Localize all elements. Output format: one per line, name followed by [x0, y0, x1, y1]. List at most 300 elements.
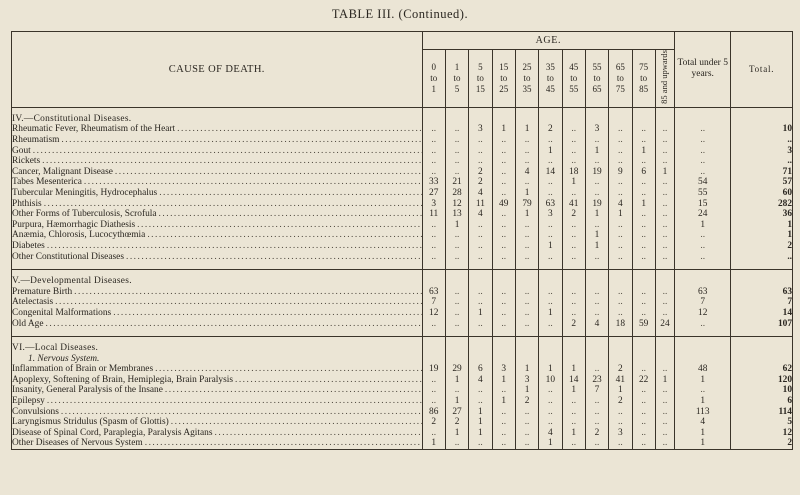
age-value-cell: 63 [422, 287, 445, 298]
table-row [12, 252, 793, 263]
age-value-cell: 6 [632, 167, 655, 178]
total-cell: 10 [731, 124, 793, 135]
age-value-cell: .. [585, 417, 608, 428]
header-cause: CAUSE OF DEATH. [12, 32, 423, 108]
age-value-cell: 1 [469, 308, 492, 319]
age-value-cell: .. [609, 297, 632, 308]
age-value-cell: 2 [609, 364, 632, 375]
age-value-cell: .. [655, 438, 674, 449]
cause-cell [12, 252, 423, 263]
age-value-cell: .. [492, 135, 515, 146]
age-value-cell: .. [445, 124, 468, 135]
under-5-cell: 55 [675, 188, 731, 199]
age-group-header [492, 50, 515, 108]
age-value-cell: 27 [445, 407, 468, 418]
age-value-cell: .. [469, 135, 492, 146]
age-value-cell: .. [609, 287, 632, 298]
age-value-cell: .. [492, 146, 515, 157]
cause-label: Tubercular Meningitis, Hydrocephalus [12, 187, 158, 198]
under-5-cell: 48 [675, 364, 731, 375]
cause-label: Old Age [12, 318, 44, 329]
age-value-cell: 1 [469, 417, 492, 428]
total-cell: 57 [731, 177, 793, 188]
age-value-cell: .. [655, 156, 674, 167]
total-cell: .. [731, 135, 793, 146]
under-5-cell: 113 [675, 407, 731, 418]
age-group-label: to [616, 72, 624, 83]
table-row [12, 177, 793, 188]
age-value-cell: .. [492, 252, 515, 263]
under-5-cell: .. [675, 252, 731, 263]
age-value-cell: 1 [515, 188, 538, 199]
cause-cell [12, 287, 423, 298]
age-value-cell: .. [492, 230, 515, 241]
age-value-cell: .. [609, 135, 632, 146]
age-value-cell: 2 [562, 209, 585, 220]
total-cell: 62 [731, 364, 793, 375]
cause-cell [12, 209, 423, 220]
total-cell: 14 [731, 308, 793, 319]
age-value-cell: .. [609, 230, 632, 241]
age-value-cell: .. [655, 124, 674, 135]
age-value-cell: .. [632, 188, 655, 199]
age-value-cell: 1 [632, 199, 655, 210]
cause-label: Apoplexy, Softening of Brain, Hemiplegia, Brain Paralysis [12, 374, 233, 385]
cause-cell [12, 438, 423, 449]
age-value-cell: 1 [445, 220, 468, 231]
age-value-cell: .. [632, 297, 655, 308]
age-value-cell: 7 [422, 297, 445, 308]
age-value-cell: .. [632, 428, 655, 439]
age-value-cell: .. [655, 428, 674, 439]
age-value-cell: .. [655, 417, 674, 428]
age-value-cell: 33 [422, 177, 445, 188]
cause-label: Rheumatic Fever, Rheumatism of the Heart [12, 124, 176, 135]
cause-label: Other Diseases of Nervous System [12, 438, 143, 449]
age-value-cell: 41 [562, 199, 585, 210]
cause-cell [12, 297, 423, 308]
age-value-cell: .. [609, 124, 632, 135]
age-group-label: to [523, 72, 531, 83]
age-group-label: to [593, 72, 601, 83]
total-cell: .. [731, 252, 793, 263]
age-value-cell: .. [469, 252, 492, 263]
cause-label: Diabetes [12, 240, 45, 251]
age-value-cell: 1 [539, 364, 562, 375]
age-value-cell: .. [655, 252, 674, 263]
age-value-cell: .. [492, 287, 515, 298]
age-value-cell: .. [469, 156, 492, 167]
age-value-cell: .. [609, 407, 632, 418]
age-value-cell: .. [609, 438, 632, 449]
age-value-cell: 2 [585, 428, 608, 439]
age-value-cell: 3 [585, 124, 608, 135]
age-value-cell: .. [422, 220, 445, 231]
age-group-header [445, 50, 468, 108]
age-value-cell: .. [469, 241, 492, 252]
age-value-cell: 19 [422, 364, 445, 375]
age-value-cell: .. [609, 241, 632, 252]
age-value-cell: .. [515, 252, 538, 263]
cause-cell [12, 135, 423, 146]
age-value-cell: .. [515, 230, 538, 241]
under-5-cell: .. [675, 124, 731, 135]
table-row [12, 167, 793, 178]
cause-label: Phthisis [12, 198, 42, 209]
age-value-cell: .. [539, 230, 562, 241]
age-value-cell: 1 [562, 385, 585, 396]
age-value-cell: 19 [585, 167, 608, 178]
age-value-cell: 1 [445, 375, 468, 386]
table-row [12, 135, 793, 146]
age-value-cell: .. [492, 385, 515, 396]
table-row [12, 438, 793, 449]
table-row [12, 209, 793, 220]
cause-cell [12, 220, 423, 231]
age-value-cell: .. [539, 287, 562, 298]
age-group-label: 45 [569, 61, 579, 72]
age-value-cell: .. [422, 428, 445, 439]
age-value-cell: 1 [632, 146, 655, 157]
age-value-cell: .. [562, 308, 585, 319]
under-5-cell: 54 [675, 177, 731, 188]
age-value-cell: 1 [539, 146, 562, 157]
age-value-cell: .. [562, 252, 585, 263]
table-row [12, 199, 793, 210]
age-value-cell: .. [539, 252, 562, 263]
age-value-cell: .. [515, 177, 538, 188]
age-value-cell: .. [562, 146, 585, 157]
header-total: Total. [731, 32, 793, 108]
cause-cell [12, 407, 423, 418]
age-group-label: 85 and upwards [659, 50, 670, 104]
age-value-cell: .. [562, 287, 585, 298]
age-value-cell: .. [422, 396, 445, 407]
table-body [12, 107, 793, 449]
age-value-cell: 14 [539, 167, 562, 178]
age-group-header [539, 50, 562, 108]
age-value-cell: .. [539, 396, 562, 407]
age-value-cell: .. [539, 188, 562, 199]
age-group-label: to [570, 72, 578, 83]
age-value-cell: 3 [422, 199, 445, 210]
section-title: IV.—Constitutional Diseases. [12, 113, 132, 124]
age-value-cell: .. [492, 407, 515, 418]
age-group-label: 75 [639, 61, 649, 72]
age-value-cell: .. [492, 241, 515, 252]
cause-cell [12, 385, 423, 396]
age-value-cell: 2 [609, 396, 632, 407]
age-value-cell: .. [445, 135, 468, 146]
age-value-cell: 1 [655, 167, 674, 178]
cause-label: Anæmia, Chlorosis, Lucocythœmia [12, 230, 146, 241]
age-value-cell: .. [422, 124, 445, 135]
age-group-label: 25 [499, 83, 509, 94]
age-value-cell: 3 [492, 364, 515, 375]
cause-cell [12, 428, 423, 439]
age-value-cell: 12 [445, 199, 468, 210]
age-value-cell: 1 [469, 428, 492, 439]
age-value-cell: .. [539, 319, 562, 330]
age-value-cell: 4 [539, 428, 562, 439]
total-cell: 10 [731, 385, 793, 396]
table-row [12, 428, 793, 439]
under-5-cell: .. [675, 241, 731, 252]
section-title: V.—Developmental Diseases. [12, 276, 132, 287]
age-value-cell: .. [445, 287, 468, 298]
age-group-header [422, 50, 445, 108]
under-5-cell: 1 [675, 220, 731, 231]
total-cell: 6 [731, 396, 793, 407]
age-value-cell: 4 [469, 188, 492, 199]
cause-cell [12, 308, 423, 319]
table-row [12, 308, 793, 319]
cause-cell [12, 396, 423, 407]
age-value-cell: .. [422, 156, 445, 167]
under-5-cell: 1 [675, 396, 731, 407]
cause-cell [12, 230, 423, 241]
table-row [12, 230, 793, 241]
age-value-cell: .. [445, 319, 468, 330]
age-group-header-last [655, 50, 674, 108]
age-value-cell: .. [655, 396, 674, 407]
cause-label: Rheumatism [12, 135, 60, 146]
table-row [12, 375, 793, 386]
age-value-cell: 1 [515, 209, 538, 220]
section-subtitle: 1. Nervous System. [28, 353, 100, 364]
under-5-cell: 63 [675, 287, 731, 298]
cause-label: Congenital Malformations [12, 307, 112, 318]
age-group-label: 25 [522, 61, 532, 72]
under-5-cell: .. [675, 230, 731, 241]
cause-label: Purpura, Hæmorrhagic Diathesis [12, 219, 136, 230]
age-value-cell: .. [632, 209, 655, 220]
age-value-cell: .. [632, 287, 655, 298]
age-value-cell: .. [562, 135, 585, 146]
age-value-cell: 63 [539, 199, 562, 210]
age-value-cell: .. [585, 438, 608, 449]
age-value-cell: .. [632, 396, 655, 407]
age-value-cell: 24 [655, 319, 674, 330]
age-value-cell: 1 [539, 308, 562, 319]
age-value-cell: 1 [492, 375, 515, 386]
age-value-cell: .. [492, 188, 515, 199]
age-value-cell: .. [585, 188, 608, 199]
age-value-cell: .. [632, 252, 655, 263]
age-value-cell: .. [585, 308, 608, 319]
cause-label: Other Constitutional Diseases [12, 251, 124, 262]
age-value-cell: .. [539, 407, 562, 418]
age-group-header [562, 50, 585, 108]
cause-cell [12, 124, 423, 135]
age-value-cell: .. [655, 199, 674, 210]
total-cell: 12 [731, 428, 793, 439]
header-age: AGE. [422, 32, 675, 50]
table-row [12, 124, 793, 135]
age-group-label: 1 [454, 61, 460, 72]
age-value-cell: .. [655, 287, 674, 298]
age-value-cell: 1 [492, 124, 515, 135]
age-value-cell: .. [609, 252, 632, 263]
age-value-cell: 3 [469, 124, 492, 135]
age-value-cell: 3 [539, 209, 562, 220]
age-value-cell: 4 [609, 199, 632, 210]
age-value-cell: 3 [609, 428, 632, 439]
age-value-cell: .. [585, 287, 608, 298]
under-5-cell: 1 [675, 375, 731, 386]
cause-cell [12, 167, 423, 178]
age-value-cell: .. [445, 167, 468, 178]
cause-label: Inflammation of Brain or Membranes [12, 364, 154, 375]
age-value-cell: .. [609, 188, 632, 199]
age-value-cell: .. [422, 146, 445, 157]
age-value-cell: .. [539, 297, 562, 308]
age-value-cell: .. [445, 156, 468, 167]
age-group-header [469, 50, 492, 108]
age-value-cell: .. [492, 428, 515, 439]
age-group-header [632, 50, 655, 108]
age-value-cell: 49 [492, 199, 515, 210]
total-cell: 1 [731, 230, 793, 241]
age-value-cell: .. [562, 407, 585, 418]
age-value-cell: .. [422, 319, 445, 330]
age-group-label: to [500, 72, 508, 83]
age-value-cell: .. [539, 417, 562, 428]
total-cell: 71 [731, 167, 793, 178]
age-value-cell: .. [632, 417, 655, 428]
age-value-cell: .. [492, 297, 515, 308]
age-group-label: to [546, 72, 554, 83]
cause-label: Cancer, Malignant Disease [12, 166, 113, 177]
cause-cell [12, 177, 423, 188]
cause-label: Rickets [12, 156, 41, 167]
table-row [12, 396, 793, 407]
cause-cell [12, 364, 423, 375]
under-5-cell: 1 [675, 428, 731, 439]
cause-label: Premature Birth [12, 286, 73, 297]
age-group-label: to [640, 72, 648, 83]
age-value-cell: .. [469, 287, 492, 298]
age-value-cell: .. [609, 146, 632, 157]
age-value-cell: .. [562, 417, 585, 428]
age-value-cell: .. [492, 156, 515, 167]
age-value-cell: .. [585, 252, 608, 263]
age-value-cell: .. [469, 220, 492, 231]
cause-label: Other Forms of Tuberculosis, Scrofula [12, 209, 157, 220]
age-group-label: to [430, 72, 438, 83]
age-value-cell: .. [585, 220, 608, 231]
age-value-cell: .. [515, 241, 538, 252]
age-value-cell: .. [492, 319, 515, 330]
age-group-label: 1 [431, 83, 436, 94]
age-group-label: 5 [478, 61, 483, 72]
age-value-cell: 21 [445, 177, 468, 188]
age-value-cell: .. [562, 156, 585, 167]
age-value-cell: .. [632, 156, 655, 167]
age-group-label: 15 [475, 83, 485, 94]
age-value-cell: 1 [539, 438, 562, 449]
under-5-cell: .. [675, 167, 731, 178]
age-value-cell: .. [469, 385, 492, 396]
table-row [12, 385, 793, 396]
table-row [12, 407, 793, 418]
age-value-cell: .. [562, 220, 585, 231]
age-value-cell: 1 [469, 407, 492, 418]
age-value-cell: 13 [445, 209, 468, 220]
total-cell: 3 [731, 146, 793, 157]
age-value-cell: 2 [515, 396, 538, 407]
total-cell: 60 [731, 188, 793, 199]
age-value-cell: 2 [562, 319, 585, 330]
age-value-cell: .. [585, 177, 608, 188]
cause-cell [12, 156, 423, 167]
age-value-cell: .. [609, 220, 632, 231]
age-value-cell: .. [469, 297, 492, 308]
age-group-header [585, 50, 608, 108]
age-value-cell: .. [655, 146, 674, 157]
age-value-cell: 4 [585, 319, 608, 330]
age-value-cell: .. [469, 319, 492, 330]
age-value-cell: .. [632, 364, 655, 375]
age-value-cell: .. [585, 297, 608, 308]
age-value-cell: .. [515, 428, 538, 439]
age-group-label: 65 [592, 83, 602, 94]
age-group-label: 35 [545, 61, 555, 72]
table-row [12, 188, 793, 199]
table-row [12, 319, 793, 330]
age-value-cell: .. [492, 438, 515, 449]
total-cell: 7 [731, 297, 793, 308]
age-group-label: 55 [592, 61, 602, 72]
total-cell: 282 [731, 199, 793, 210]
age-value-cell: .. [469, 146, 492, 157]
age-group-header [515, 50, 538, 108]
age-value-cell: 11 [422, 209, 445, 220]
age-value-cell: .. [632, 135, 655, 146]
age-value-cell: 7 [585, 385, 608, 396]
age-value-cell: .. [562, 396, 585, 407]
under-5-cell: 24 [675, 209, 731, 220]
age-value-cell: .. [469, 438, 492, 449]
age-value-cell: .. [585, 135, 608, 146]
age-value-cell: .. [539, 177, 562, 188]
cause-label: Laryngismus Stridulus (Spasm of Glottis) [12, 417, 169, 428]
total-cell: 2 [731, 438, 793, 449]
age-value-cell: .. [422, 167, 445, 178]
cause-cell [12, 188, 423, 199]
under-5-cell: .. [675, 319, 731, 330]
cause-label: Disease of Spinal Cord, Paraplegia, Paralysis Agitans [12, 427, 213, 438]
under-5-cell: .. [675, 385, 731, 396]
age-value-cell: 1 [609, 385, 632, 396]
total-cell: 63 [731, 287, 793, 298]
age-value-cell: .. [515, 417, 538, 428]
age-value-cell: 29 [445, 364, 468, 375]
age-value-cell: 86 [422, 407, 445, 418]
age-value-cell: 3 [515, 375, 538, 386]
age-value-cell: .. [445, 230, 468, 241]
total-cell: 36 [731, 209, 793, 220]
age-value-cell: .. [445, 385, 468, 396]
age-value-cell: 1 [539, 241, 562, 252]
age-group-label: 85 [639, 83, 649, 94]
age-value-cell: .. [632, 177, 655, 188]
total-cell: 120 [731, 375, 793, 386]
age-value-cell: .. [445, 308, 468, 319]
age-value-cell: 1 [422, 438, 445, 449]
age-value-cell: .. [422, 241, 445, 252]
age-value-cell: .. [655, 135, 674, 146]
